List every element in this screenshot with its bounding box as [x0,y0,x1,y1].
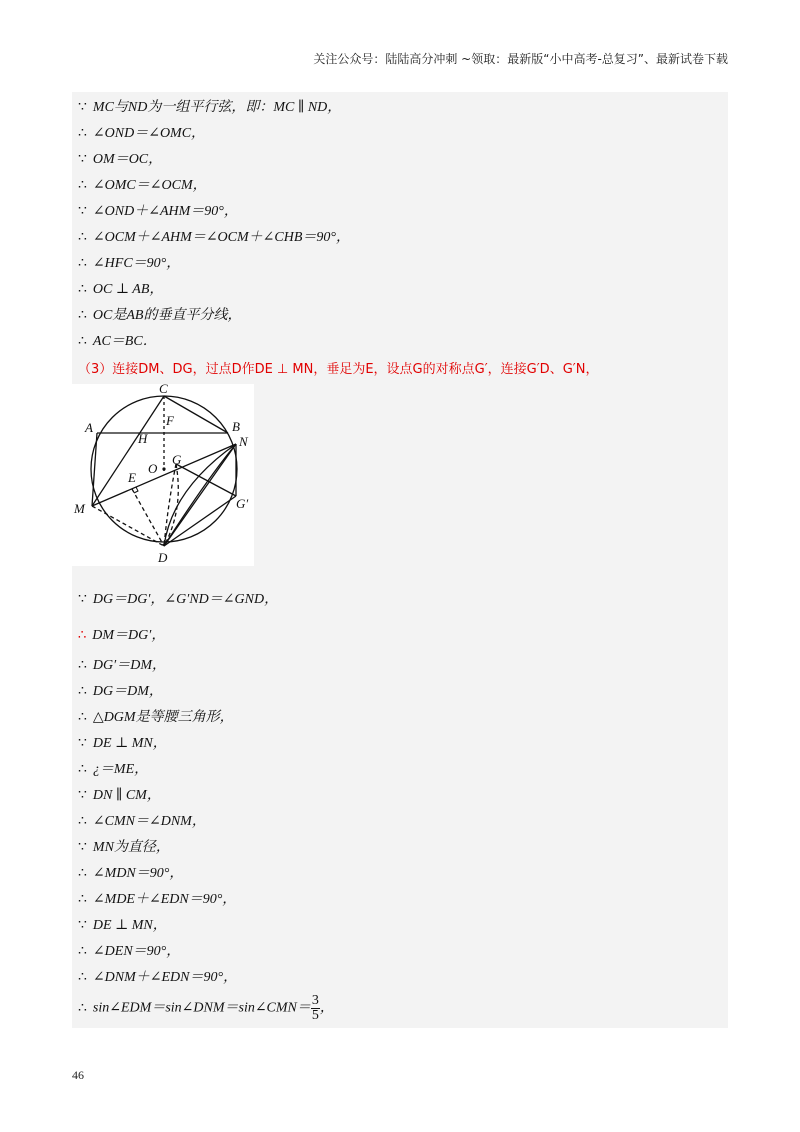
page-number: 46 [72,1068,84,1082]
solution-line: ∴ ∠DEN＝90°， [78,944,181,959]
solution-line: ∴ OC ⊥ AB， [78,282,164,297]
solution-line: ∵ DE ⊥ MN， [78,736,167,751]
solution-line: ∴ ∠MDE＋∠EDN＝90°， [78,892,237,907]
page-header: 关注公众号：陆陆高分冲刺 ~领取：最新版“小中高考-总复习”、最新试卷下载 [313,52,728,66]
solution-line: ∴ ∠DNM＋∠EDN＝90°， [78,970,238,985]
solution-line: ∴ ∠OCM＋∠AHM＝∠OCM＋∠CHB＝90°， [78,230,350,245]
solution-line: ∵ DG＝DG′，∠G′ND＝∠GND， [78,592,279,607]
solution-line: ∵ DE ⊥ MN， [78,918,167,933]
solution-line: ∴ DG′＝DM， [78,658,166,673]
geometry-figure [72,384,254,566]
label-c: C [159,384,168,396]
label-b: B [232,419,240,434]
label-d: D [158,550,168,565]
label-m: M [74,501,85,516]
label-o: O [148,461,158,476]
solution-line: ∴ ∠MDN＝90°， [78,866,184,881]
fraction: $\frac{3}{5}$ [311,993,319,1023]
center-point [162,467,165,470]
segment-cm [92,396,164,506]
label-h: H [138,431,148,446]
solution-line: ∴ ∠HFC＝90°， [78,256,181,271]
solution-content [72,92,728,1028]
label-f: F [166,413,174,428]
label-g-prime: G′ [236,496,249,511]
solution-final-line: ∴ sin∠EDM＝sin∠DNM＝sin∠CMN＝ $\frac{3}{5}$ ， [78,993,334,1023]
solution-line: ∴ OC是AB的垂直平分线， [78,308,242,323]
solution-line: ∴ DG＝DM， [78,684,163,699]
solution-line: ∴ △DGM是等腰三角形， [78,710,234,725]
solution-line: ∴ AC＝BC． [78,334,157,349]
segment-dg2 [164,496,236,546]
solution-line: ∴ ¿＝ME， [78,762,149,777]
solution-line: ∵ ∠OND＋∠AHM＝90°， [78,204,238,219]
label-g: G [172,452,182,467]
solution-line: ∵ MC与ND为一组平行弦，即：MC ∥ ND， [78,100,342,115]
label-e: E [128,470,136,485]
solution-line: ∴ ∠OMC＝∠OCM， [78,178,207,193]
label-n: N [239,434,248,449]
label-a: A [85,420,93,435]
solution-line: ∵ OM＝OC， [78,152,163,167]
solution-line-part3: （3）连接DM、DG，过点D作DE ⊥ MN，垂足为E，设点G的对称点G′，连接G′D、G′N， [78,362,599,377]
solution-line: ∵ MN为直径， [78,840,170,855]
solution-line: ∴ ∠CMN＝∠DNM， [78,814,206,829]
circle-diagram [72,384,254,566]
solution-line: ∴ DM＝DG′， [78,628,166,643]
solution-line: ∴ ∠OND＝∠OMC， [78,126,206,141]
solution-line: ∵ DN ∥ CM， [78,788,161,803]
